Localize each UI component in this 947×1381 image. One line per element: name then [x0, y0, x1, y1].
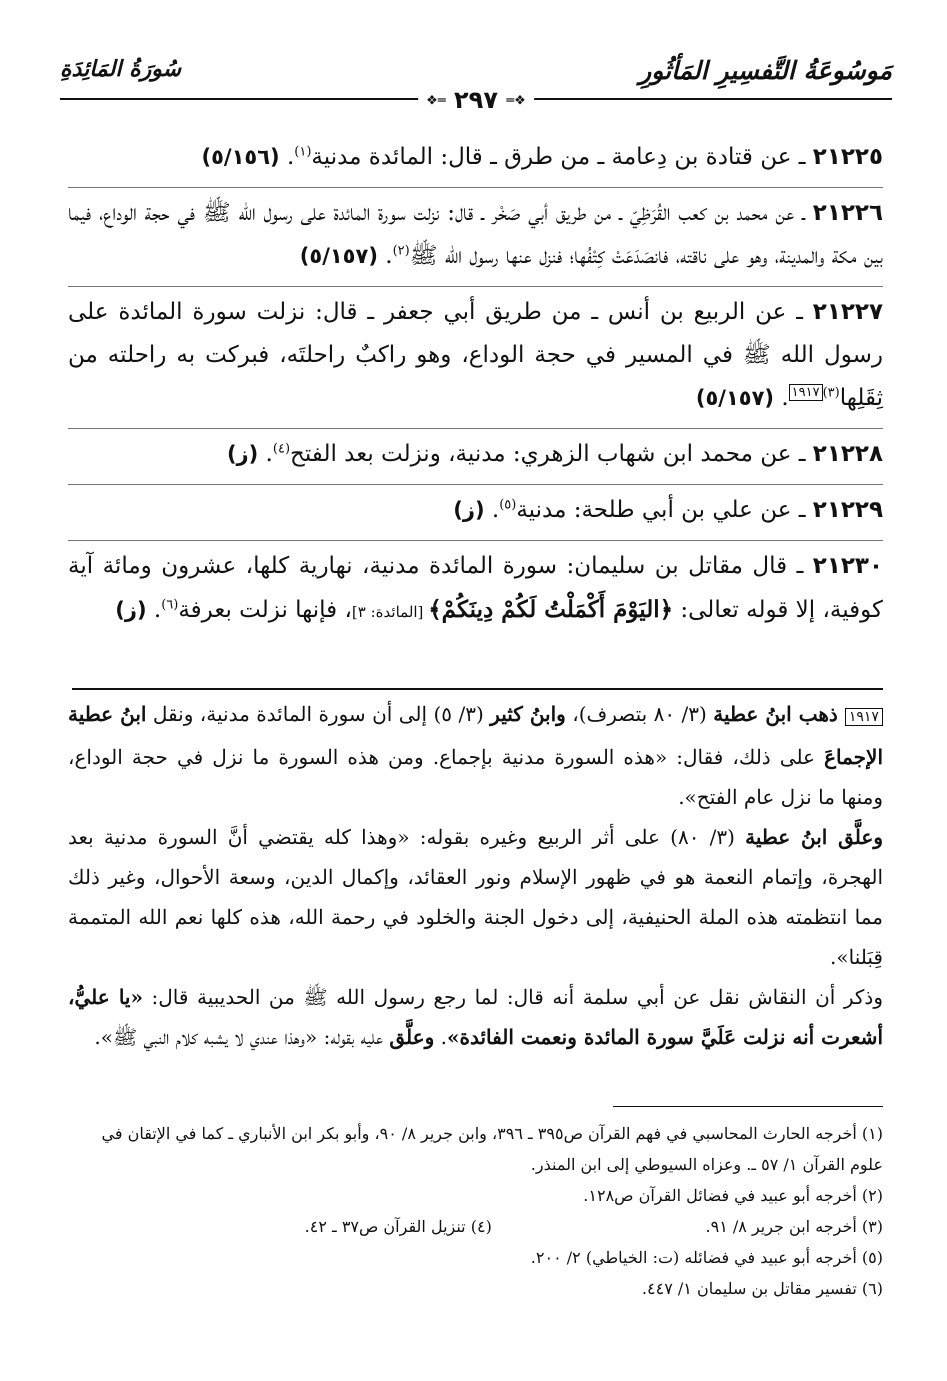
- page-header: [60, 50, 892, 114]
- verse-reference: [المائدة: ٣]: [351, 603, 429, 621]
- commentary-bold: ابنُ عطية الإجماعَ: [68, 702, 883, 769]
- footnote-marker[interactable]: (٤): [272, 441, 291, 457]
- page-number-block: [418, 86, 534, 114]
- book-title: مَوسُوعَةُ التَّفسِيرِ المَأثُورِ: [639, 56, 892, 85]
- narration-entry: [68, 132, 883, 188]
- commentary-paragraph: [68, 977, 883, 1057]
- narration-text-continued: ، فإنها نزلت بعرفة: [178, 597, 352, 623]
- commentary-bold: وعلَّق: [389, 1025, 435, 1049]
- narration-punct: .: [774, 385, 789, 411]
- volume-reference: (ز): [226, 442, 259, 466]
- narration-text: ـ قال مقاتل بن سليمان: سورة المائدة مدنية، نهارية كلها، عشرون ومائة آية كوفية، إلا قوله تعالى:: [68, 553, 883, 623]
- commentary-text: .: [434, 1025, 447, 1049]
- narration-entry: [68, 541, 883, 642]
- narration-punct: .: [377, 243, 393, 269]
- page-number: ٢٩٧: [454, 86, 498, 114]
- commentary-paragraph: [68, 817, 883, 977]
- commentary-text: على ذلك، فقال: «هذه السورة مدنية بإجماع. ومن هذه السورة ما نزل في حجة الوداع، ومنها ما نزل عام الفتح».: [68, 745, 883, 809]
- commentary-bold: وابنُ كثير: [490, 702, 566, 726]
- narration-text: ـ عن الربيع بن أنس ـ من طريق أبي جعفر ـ قال: نزلت سورة المائدة على رسول الله ﷺ في المسير في حجة الوداع، وهو راكبٌ راحلتَه، فبركت به راحلته من ثِقَلِها: [68, 299, 883, 411]
- footnote-row: [68, 1211, 883, 1242]
- commentary-text: (٣/ ٥) إلى أن سورة المائدة مدنية، ونقل: [146, 702, 491, 726]
- narration-punct: .: [146, 597, 162, 623]
- footnote: (٢) أخرجه أبو عبيد في فضائل القرآن ص١٢٨.: [583, 1186, 883, 1205]
- commentary-link-box[interactable]: ١٩١٧: [789, 384, 823, 401]
- volume-reference: (٥/١٥٧): [695, 386, 775, 410]
- narration-entry: [68, 485, 883, 541]
- narration-number: ٢١٢٢٧: [812, 299, 883, 325]
- commentary-text: وذكر أن النقاش نقل عن أبي سلمة أنه قال: لما رجع رسول الله ﷺ من الحديبية قال:: [142, 985, 883, 1009]
- narration-punct: .: [484, 497, 500, 523]
- footnote-marker[interactable]: (٣): [822, 385, 840, 401]
- footnote-divider: [613, 1106, 883, 1107]
- narration-number: ٢١٢٢٥: [812, 144, 883, 170]
- surah-title: سُورَةُ المَائِدَةِ: [60, 56, 182, 82]
- footnote-marker[interactable]: (١): [294, 144, 312, 160]
- narration-number: ٢١٢٢٩: [812, 497, 883, 523]
- commentary-bold: «يا عليُّ، أشعرت أنه نزلت عَلَيَّ سورة المائدة ونعمت الفائدة»: [68, 985, 883, 1049]
- commentary-divider: [72, 688, 883, 690]
- footnote: (٣) أخرجه ابن جرير ٨/ ٩١.: [705, 1217, 883, 1236]
- narration-number: ٢١٢٣٠: [812, 553, 883, 579]
- narration-text: ـ عن علي بن أبي طلحة: مدنية: [516, 497, 813, 523]
- footnote-marker[interactable]: (٢): [392, 243, 410, 259]
- footnote: (٤) تنزيل القرآن ص٣٧ ـ ٤٢.: [304, 1217, 492, 1236]
- commentary-text: عليه بقوله: «وهذا عندي لا يشبه كلام النبي ﷺ».: [94, 1025, 390, 1049]
- footnotes: [68, 1118, 883, 1304]
- volume-reference: (ز): [115, 598, 147, 622]
- narration-punct: .: [258, 441, 273, 467]
- footnote: (٦) تفسير مقاتل بن سليمان ١/ ٤٤٧.: [641, 1279, 883, 1298]
- footnote-marker[interactable]: (٥): [499, 497, 517, 513]
- ornament-icon: ❖═: [506, 93, 526, 109]
- commentary-bold: ذهب ابنُ عطية: [713, 702, 845, 726]
- quran-verse: ﴿اليَوْمَ أَكْمَلْتُ لَكُمْ دِينَكُمْ﴾: [428, 596, 674, 623]
- narrations: [68, 132, 883, 642]
- commentary-bold: وعلَّق ابنُ عطية: [745, 825, 883, 849]
- footnote-marker[interactable]: (٦): [161, 597, 179, 613]
- narration-entry: [68, 429, 883, 485]
- narration-number: ٢١٢٢٨: [812, 441, 883, 467]
- volume-reference: (ز): [453, 498, 485, 522]
- ornament-icon: ═❖: [426, 93, 446, 109]
- narration-text: ـ عن محمد ابن شهاب الزهري: مدنية، ونزلت بعد الفتح: [290, 441, 813, 467]
- commentary-text: (٣/ ٨٠ بتصرف)،: [565, 702, 714, 726]
- narration-entry: [68, 287, 883, 429]
- volume-reference: (٥/١٥٧): [299, 244, 378, 268]
- commentary-paragraph: [68, 694, 883, 817]
- narration-entry: [68, 188, 883, 287]
- footnote: (٥) أخرجه أبو عبيد في فضائله (ت: الخياطي) ٢/ ٢٠٠.: [530, 1248, 883, 1267]
- footnote: (١) أخرجه الحارث المحاسبي في فهم القرآن ص٣٩٥ ـ ٣٩٦، وابن جرير ٨/ ٩٠، وأبو بكر ابن الأنباري ـ كما في الإتقان في علوم القرآن ١/ ٥٧ ـ. وعزاه السيوطي إلى ابن المنذر.: [101, 1124, 883, 1174]
- commentary-number-box: ١٩١٧: [845, 708, 883, 726]
- narration-text: ـ عن قتادة بن دِعامة ـ من طرق ـ قال: المائدة مدنية: [311, 144, 813, 170]
- narration-punct: .: [279, 144, 295, 170]
- commentary-text: (٣/ ٨٠) على أثر الربيع وغيره بقوله: «وهذا كله يقتضي أنَّ السورة مدنية بعد الهجرة، وإتمام النعمة هو في ظهور الإسلام ونور العقائد، وإكمال الدين، وسعة الأحوال، وغير ذلك مما انتظمته هذه الملة الحنيفية، إلى دخول الجنة والخلود في رحمة الله، هذه كلها نعم الله المتممة قِبَلنا».: [68, 825, 883, 969]
- narration-text: ـ عن محمد بن كعب القُرَظِيّ ـ من طريق أبي صَخْر ـ قال: نزلت سورة المائدة على رسول الله ﷺ في حجة الوداع، فيما بين مكة والمدينة، وهو على ناقته، فانصَدَعَتْ كِتْفُها؛ فنزل عنها رسول الله ﷺ: [68, 200, 883, 269]
- commentary-section: [68, 694, 883, 1057]
- volume-reference: (٥/١٥٦): [201, 145, 280, 169]
- narration-number: ٢١٢٢٦: [812, 200, 883, 226]
